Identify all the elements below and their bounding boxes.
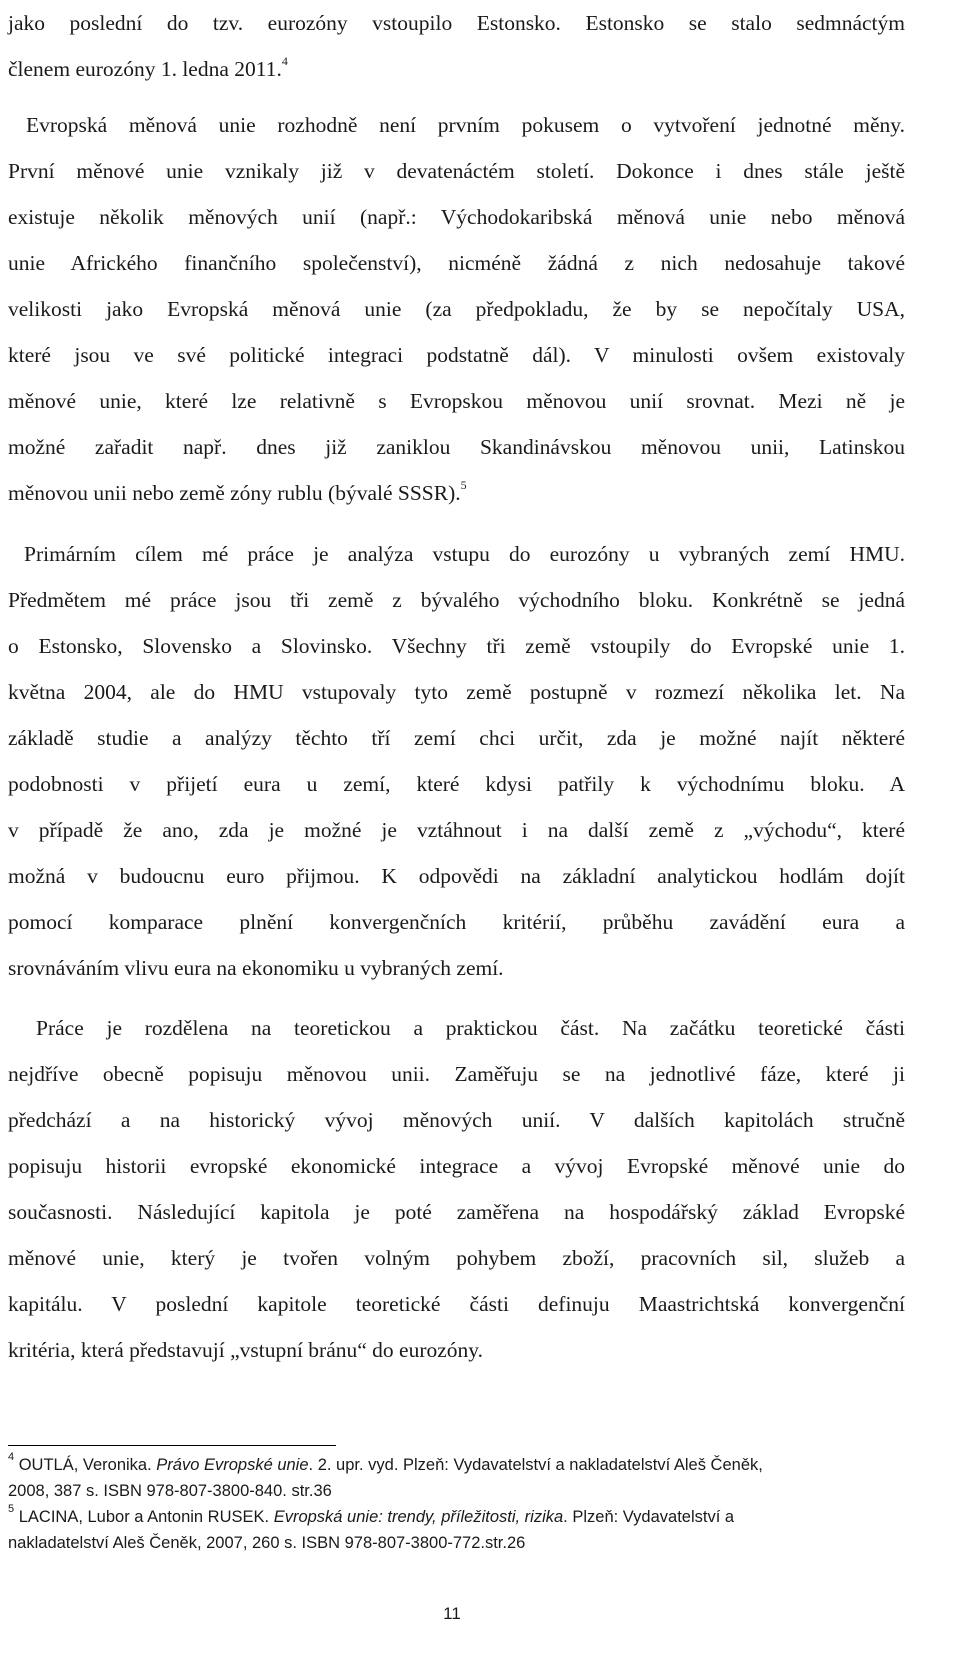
paragraph-3 bbox=[8, 531, 905, 991]
text-line: Předmětem mé práce jsou tři země z bývalého východního bloku. Konkrétně se jedná bbox=[8, 588, 905, 612]
footnote-number: 4 bbox=[8, 1450, 15, 1463]
text-line: měnovou unii nebo země zóny rublu (bývalé SSSR).$^5$ bbox=[8, 477, 467, 505]
text-line: předchází a na historický vývoj měnových unií. V dalších kapitolách stručně bbox=[8, 1108, 905, 1132]
footnote-author: OUTLÁ, Veronika. bbox=[18, 1456, 157, 1474]
text-line: které jsou ve své politické integraci podstatně dál). V minulosti ovšem existovaly bbox=[8, 343, 905, 367]
footnote-4 bbox=[8, 1452, 908, 1504]
text-line: členem eurozóny 1. ledna 2011.$^4$ bbox=[8, 53, 288, 81]
footnote-separator bbox=[8, 1445, 336, 1446]
paragraph-2 bbox=[8, 102, 905, 516]
text-line: možné zařadit např. dnes již zaniklou Skandinávskou měnovou unii, Latinskou bbox=[8, 435, 905, 459]
text-line: popisuju historii evropské ekonomické integrace a vývoj Evropské měnové unie do bbox=[8, 1154, 905, 1178]
text-line: podobnosti v přijetí eura u zemí, které kdysi patřily k východnímu bloku. A bbox=[8, 772, 905, 796]
footnote-line: nakladatelství Aleš Čeněk, 2007, 260 s. ISBN 978-807-3800-772.str.26 bbox=[8, 1534, 526, 1552]
footnote-author: LACINA, Lubor a Antonin RUSEK. bbox=[18, 1508, 274, 1526]
text-line: kapitálu. V poslední kapitole teoretické části definuju Maastrichtská konvergenční bbox=[8, 1292, 905, 1316]
text-line: v případě že ano, zda je možné je vztáhnout i na další země z „východu“, které bbox=[8, 818, 905, 842]
text-line: Primárním cílem mé práce je analýza vstupu do eurozóny u vybraných zemí HMU. bbox=[24, 542, 905, 566]
paragraph-1 bbox=[8, 0, 905, 92]
text-line: unie Afrického finančního společenství), nicméně žádná z nich nedosahuje takové bbox=[8, 251, 905, 275]
footnote-ref-5[interactable]: 5 bbox=[460, 477, 467, 492]
text-line: měnové unie, které lze relativně s Evropskou měnovou unií srovnat. Mezi ně je bbox=[8, 389, 905, 413]
page-number: 11 bbox=[443, 1604, 461, 1623]
footnote-details: . Plzeň: Vydavatelství a bbox=[563, 1508, 735, 1526]
text-line: jako poslední do tzv. eurozóny vstoupilo Estonsko. Estonsko se stalo sedmnáctým bbox=[8, 11, 905, 35]
text-line: velikosti jako Evropská měnová unie (za předpokladu, že by se nepočítaly USA, bbox=[8, 297, 905, 321]
text-line: existuje několik měnových unií (např.: Východokaribská měnová unie nebo měnová bbox=[8, 205, 905, 229]
footnote-title: Evropská unie: trendy, příležitosti, rizika bbox=[273, 1508, 564, 1526]
paragraph-4 bbox=[8, 1005, 905, 1373]
text-line: kritéria, která představují „vstupní bránu“ do eurozóny. bbox=[8, 1338, 484, 1362]
text-line: možná v budoucnu euro přijmou. K odpovědi na základní analytickou hodlám dojít bbox=[8, 864, 905, 888]
footnote-ref-4[interactable]: 4 bbox=[281, 53, 288, 68]
footnote-number: 5 bbox=[8, 1502, 15, 1515]
text-line: měnové unie, který je tvořen volným pohybem zboží, pracovních sil, služeb a bbox=[8, 1246, 905, 1270]
footnote-line: 2008, 387 s. ISBN 978-807-3800-840. str.36 bbox=[8, 1482, 332, 1500]
footnote-line bbox=[8, 1452, 908, 1478]
footnote-details: . 2. upr. vyd. Plzeň: Vydavatelství a nakladatelství Aleš Čeněk, bbox=[308, 1456, 763, 1474]
text-line: nejdříve obecně popisuju měnovou unii. Zaměřuju se na jednotlivé fáze, které ji bbox=[8, 1062, 905, 1086]
text-line: Evropská měnová unie rozhodně není prvním pokusem o vytvoření jednotné měny. bbox=[26, 113, 905, 137]
footnote-line bbox=[8, 1504, 908, 1530]
text-line: základě studie a analýzy těchto tří zemí chci určit, zda je možné najít některé bbox=[8, 726, 905, 750]
footnote-title: Právo Evropské unie bbox=[156, 1456, 309, 1474]
footnote-5 bbox=[8, 1504, 908, 1556]
text-line: Práce je rozdělena na teoretickou a praktickou část. Na začátku teoretické části bbox=[36, 1016, 905, 1040]
text-line: srovnáváním vlivu eura na ekonomiku u vybraných zemí. bbox=[8, 956, 504, 980]
text-line: pomocí komparace plnění konvergenčních kritérií, průběhu zavádění eura a bbox=[8, 910, 905, 934]
text-line: současnosti. Následující kapitola je poté zaměřena na hospodářský základ Evropské bbox=[8, 1200, 905, 1224]
text-line: května 2004, ale do HMU vstupovaly tyto země postupně v rozmezí několika let. Na bbox=[8, 680, 905, 704]
text-line: o Estonsko, Slovensko a Slovinsko. Všechny tři země vstoupily do Evropské unie 1. bbox=[8, 634, 905, 658]
text-line: První měnové unie vznikaly již v devatenáctém století. Dokonce i dnes stále ještě bbox=[8, 159, 905, 183]
